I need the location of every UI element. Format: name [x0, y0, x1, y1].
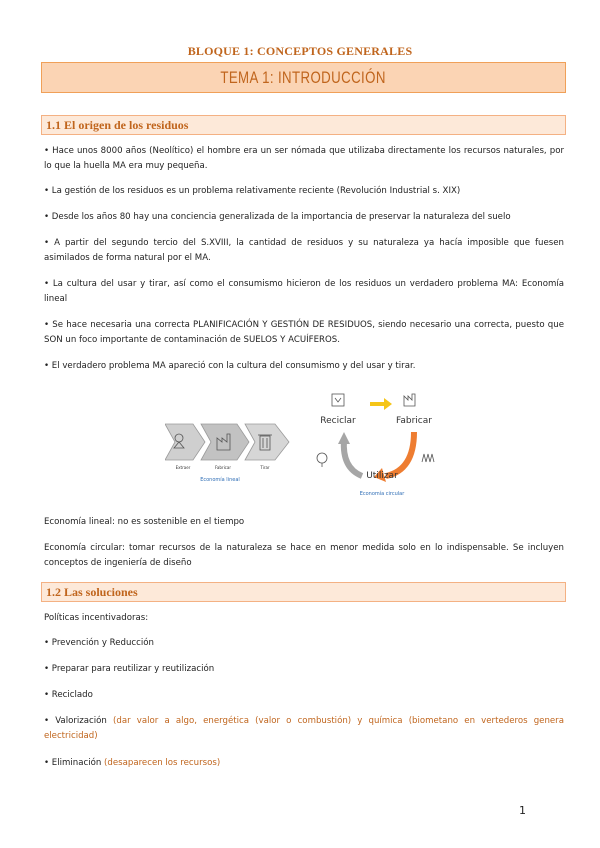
block-title: BLOQUE 1: CONCEPTOS GENERALES	[187, 44, 413, 58]
linear-caption: Economía lineal	[200, 477, 240, 483]
paragraph: • Se hace necesaria una correcta PLANIFICACIÓN Y GESTIÓN DE RESIDUOS, siendo necesario una correcta, puesto que SON un foco importante de contaminación de SUELOS Y ACUÍFEROS.	[44, 320, 564, 345]
paragraph-lineal: Economía lineal: no es sostenible en el tiempo	[44, 517, 245, 527]
linear-label-manufacture: Fabricar	[215, 465, 231, 470]
paragraph-intro: Políticas incentivadoras:	[44, 613, 149, 623]
arrow-orange-icon	[386, 432, 414, 476]
people-icon	[422, 454, 434, 462]
item-detail: (dar valor a algo, energética (valor o combustión) y química (biometano en vertederos genera electricidad)	[44, 716, 564, 741]
list-item-valorizacion	[44, 714, 564, 744]
item-label: • Eliminación	[44, 758, 102, 768]
recycle-icon	[332, 394, 344, 406]
manufacture-arrow	[201, 424, 249, 460]
linear-economy-diagram	[165, 418, 295, 488]
list-item-eliminacion	[44, 756, 564, 771]
section-heading-soluciones	[41, 582, 566, 602]
factory-icon	[404, 394, 415, 406]
list-item: • Reciclado	[44, 690, 93, 700]
circular-caption: Economía circular	[359, 491, 405, 497]
topic-title-box	[41, 62, 566, 93]
label-use: Utilizar	[366, 471, 398, 481]
circular-economy-diagram	[312, 388, 442, 498]
paragraph: • La cultura del usar y tirar, así como el consumismo hicieron de los residuos un verdadero problema MA: Economía lineal	[44, 279, 564, 304]
item-detail: (desaparecen los recursos)	[104, 758, 221, 768]
linear-label-extract: Extraer	[175, 465, 191, 470]
list-item: • Preparar para reutilizar y reutilización	[44, 664, 215, 674]
paragraph: • A partir del segundo tercio del S.XVIII, la cantidad de residuos y su naturaleza ya hacía imposible que fuesen asimilados de forma natural por el MA.	[44, 238, 564, 263]
paragraph-circular: Economía circular: tomar recursos de la naturaleza se hace en menor medida solo en lo indispensable. Se incluyen conceptos de ingeniería de diseño	[44, 543, 564, 568]
list-item: • Prevención y Reducción	[44, 638, 154, 648]
paragraph: • La gestión de los residuos es un problema relativamente reciente (Revolución Industrial s. XIX)	[44, 186, 461, 196]
section-heading-origen	[41, 115, 566, 135]
section-title: 1.1 El origen de los residuos	[46, 118, 189, 132]
topic-title: TEMA 1: INTRODUCCIÓN	[220, 68, 387, 87]
paragraph: • Hace unos 8000 años (Neolítico) el hombre era un ser nómada que utilizaba directamente los recursos naturales, por lo que la huella MA era muy pequeña.	[44, 146, 564, 171]
linear-label-discard: Tirar	[260, 465, 270, 470]
paragraph: • Desde los años 80 hay una conciencia generalizada de la importancia de preservar la naturaleza del suelo	[44, 212, 511, 222]
arrow-gray-icon	[344, 440, 362, 476]
arrow-yellow-icon	[370, 398, 392, 410]
label-manufacture: Fabricar	[396, 416, 432, 426]
paragraph: • El verdadero problema MA apareció con la cultura del consumismo y del usar y tirar.	[44, 361, 416, 371]
section-title: 1.2 Las soluciones	[46, 585, 138, 599]
page-number: 1	[519, 804, 526, 817]
arrow-gray-head	[338, 432, 350, 444]
bulb-icon	[317, 453, 327, 467]
item-label: • Valorización	[44, 716, 107, 726]
extract-arrow	[165, 424, 205, 460]
label-recycle: Reciclar	[320, 416, 356, 426]
